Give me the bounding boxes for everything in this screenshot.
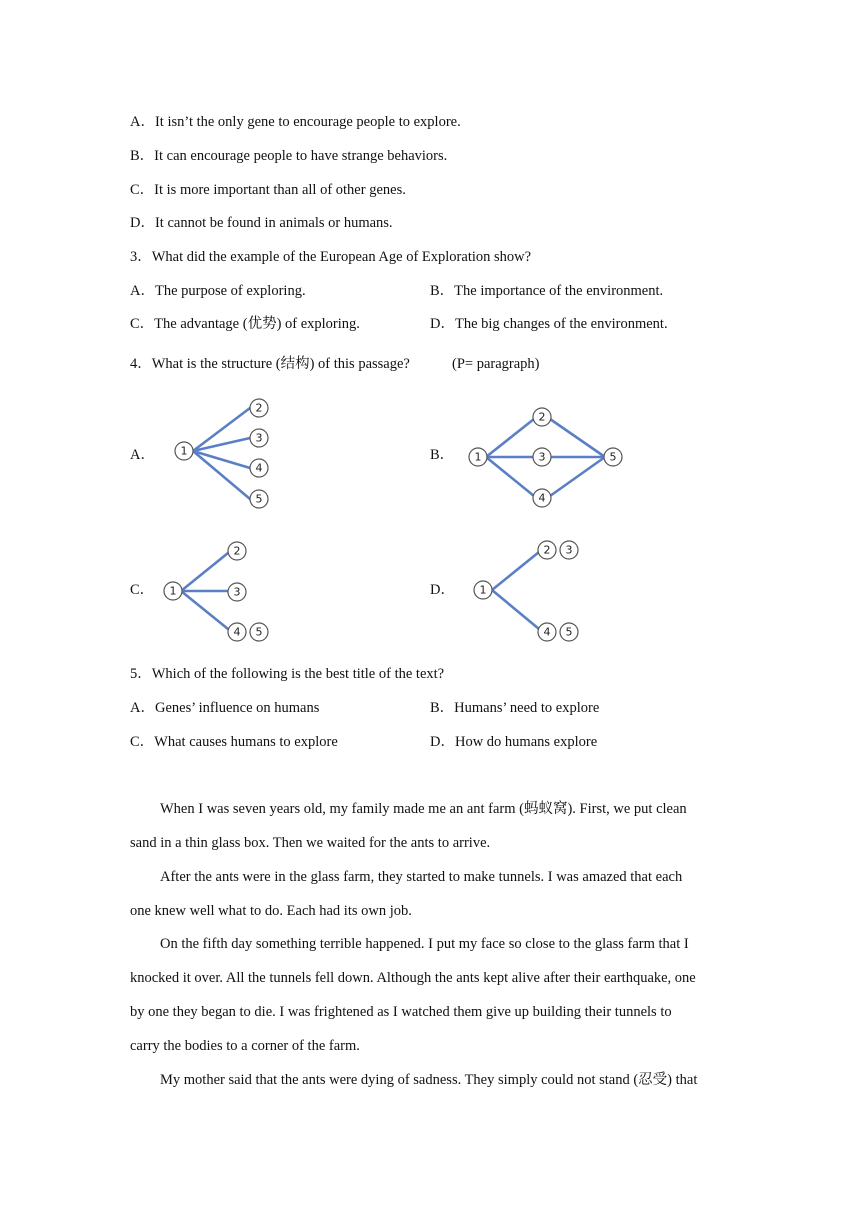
q2-option-d: D．It cannot be found in animals or humans.	[130, 215, 393, 231]
diagram-d-node-2	[538, 541, 556, 559]
passage-p2-line1: After the ants were in the glass farm, they started to make tunnels. I was amazed that each	[160, 869, 683, 885]
q3-option-d: D．The big changes of the environment.	[430, 316, 668, 332]
svg-text:1: 1	[474, 450, 482, 464]
diagram-b-node-3	[533, 448, 551, 466]
diagram-a-node-1	[175, 442, 193, 460]
passage-p3-line4: carry the bodies to a corner of the farm.	[130, 1038, 360, 1054]
diagram-b-node-1	[469, 448, 487, 466]
svg-text:5: 5	[609, 450, 617, 464]
q2-option-b: B．It can encourage people to have strange behaviors.	[130, 148, 448, 164]
diagram-a-node-4	[250, 459, 268, 477]
svg-text:5: 5	[565, 625, 573, 639]
diagram-d-node-5	[560, 623, 578, 641]
diagram-a-node-3	[250, 429, 268, 447]
svg-text:3: 3	[233, 585, 241, 599]
diagram-b-node-4	[533, 489, 551, 507]
q4-option-a-label: A．	[130, 447, 155, 463]
svg-text:1: 1	[169, 584, 177, 598]
passage-p1-line1: When I was seven years old, my family made me an ant farm (蚂蚁窝). First, we put clean	[160, 801, 687, 817]
diagram-b-node-2	[533, 408, 551, 426]
q4-option-c-label: C．	[130, 582, 155, 598]
q4-stem: 4．What is the structure (结构) of this passage?	[130, 356, 410, 372]
svg-text:3: 3	[565, 543, 573, 557]
q4-note: (P= paragraph)	[452, 356, 540, 372]
svg-text:4: 4	[255, 461, 263, 475]
svg-text:5: 5	[255, 625, 263, 639]
structure-diagram-d	[465, 535, 590, 645]
diagram-c-node-4	[228, 623, 246, 641]
structure-diagram-a	[165, 392, 285, 517]
q5-option-d: D．How do humans explore	[430, 734, 598, 750]
svg-text:3: 3	[255, 431, 263, 445]
q4-option-d-label: D．	[430, 582, 455, 598]
passage-p3-line2: knocked it over. All the tunnels fell down. Although the ants kept alive after their earthquake, one	[130, 970, 696, 986]
q5-option-c: C．What causes humans to explore	[130, 734, 338, 750]
q3-option-c: C．The advantage (优势) of exploring.	[130, 316, 360, 332]
q2-option-c: C．It is more important than all of other genes.	[130, 182, 406, 198]
svg-text:4: 4	[538, 491, 546, 505]
q3-option-b: B．The importance of the environment.	[430, 283, 664, 299]
svg-text:3: 3	[538, 450, 546, 464]
diagram-d-node-1	[474, 581, 492, 599]
diagram-a-node-5	[250, 490, 268, 508]
passage-p1-line2: sand in a thin glass box. Then we waited for the ants to arrive.	[130, 835, 491, 851]
q3-option-a: A．The purpose of exploring.	[130, 283, 306, 299]
diagram-c-node-3	[228, 583, 246, 601]
diagram-c-node-1	[164, 582, 182, 600]
structure-diagram-c	[155, 535, 280, 645]
diagram-c-node-2	[228, 542, 246, 560]
passage-p3-line1: On the fifth day something terrible happened. I put my face so close to the glass farm that I	[160, 936, 689, 952]
svg-text:5: 5	[255, 492, 263, 506]
diagram-c-node-5	[250, 623, 268, 641]
q3-stem: 3．What did the example of the European Age of Exploration show?	[130, 249, 532, 265]
q5-option-b: B．Humans’ need to explore	[430, 700, 600, 716]
diagram-d-node-3	[560, 541, 578, 559]
q4-option-b-label: B．	[430, 447, 455, 463]
passage-p3-line3: by one they began to die. I was frightened as I watched them give up building their tunnels to	[130, 1004, 672, 1020]
diagram-a-node-2	[250, 399, 268, 417]
passage-p2-line2: one knew well what to do. Each had its own job.	[130, 903, 412, 919]
svg-text:4: 4	[233, 625, 241, 639]
diagram-d-node-4	[538, 623, 556, 641]
q5-option-a: A．Genes’ influence on humans	[130, 700, 320, 716]
svg-text:2: 2	[233, 544, 241, 558]
diagram-b-node-5	[604, 448, 622, 466]
structure-diagram-b	[460, 400, 640, 515]
q5-stem: 5．Which of the following is the best title of the text?	[130, 666, 445, 682]
svg-text:2: 2	[543, 543, 551, 557]
svg-text:2: 2	[538, 410, 546, 424]
svg-text:2: 2	[255, 401, 263, 415]
svg-text:1: 1	[479, 583, 487, 597]
svg-text:4: 4	[543, 625, 551, 639]
svg-text:1: 1	[180, 444, 188, 458]
q2-option-a: A．It isn’t the only gene to encourage people to explore.	[130, 114, 461, 130]
passage-p4-line1: My mother said that the ants were dying of sadness. They simply could not stand (忍受) that	[160, 1072, 698, 1088]
